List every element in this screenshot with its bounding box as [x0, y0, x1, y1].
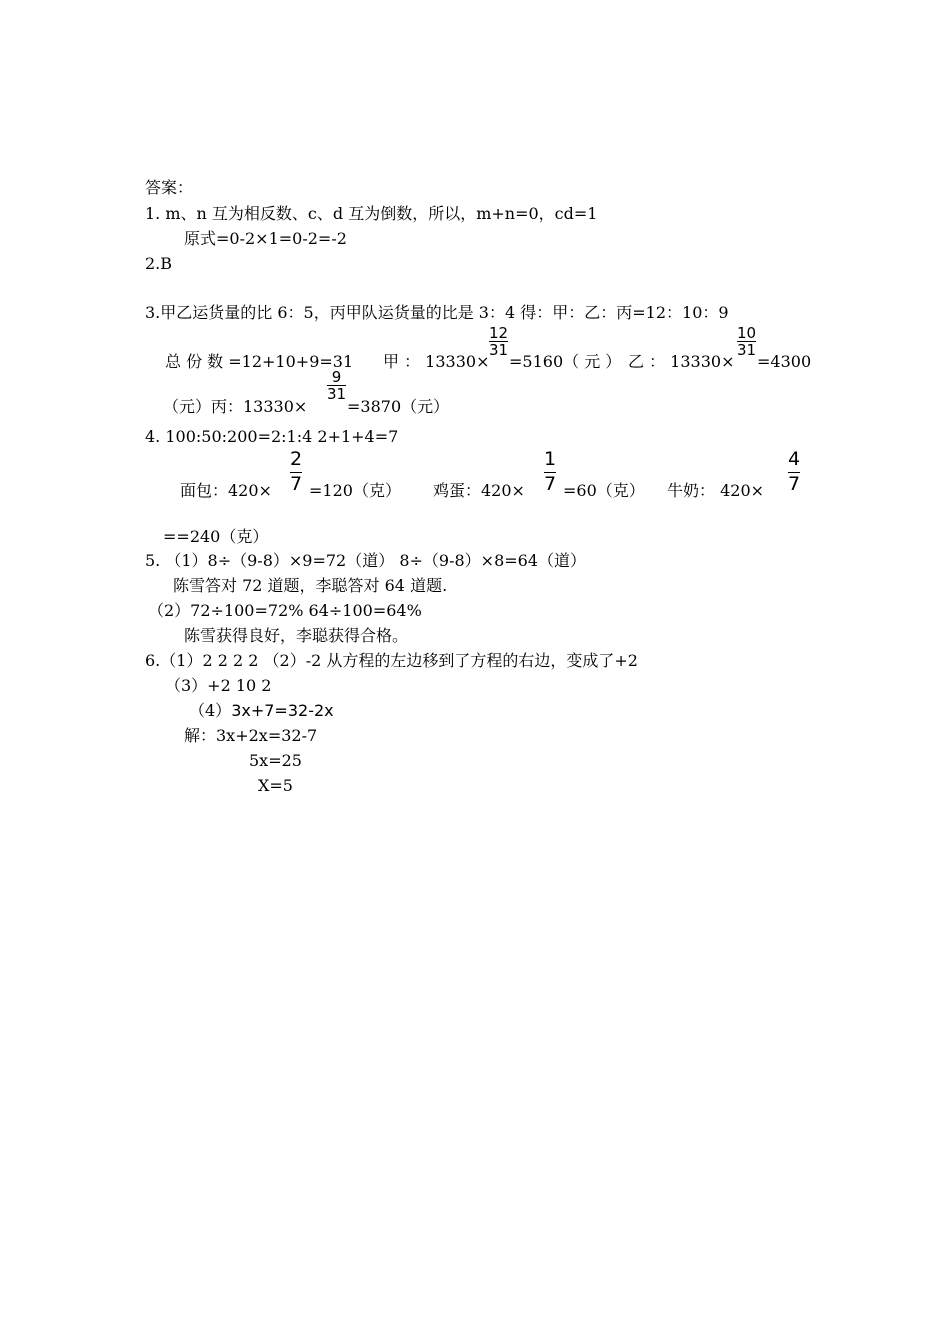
- fraction-denominator: 7: [788, 473, 801, 495]
- q3-line1: 3.甲乙运货量的比 6：5，丙甲队运货量的比是 3：4 得：甲：乙：丙=12：10：9: [145, 303, 729, 322]
- q6-equation: 3x+7=32-2x: [231, 701, 334, 720]
- q6-line6: X=5: [258, 776, 293, 795]
- q4-fraction-egg: [544, 448, 556, 495]
- q5-line1: 5. （1）8÷（9-8）×9=72（道） 8÷（9-8）×8=64（道）: [145, 551, 587, 570]
- q4-egg-result: =60（克）: [563, 481, 645, 500]
- fraction-numerator: 1: [544, 448, 557, 470]
- fraction-denominator: 31: [489, 341, 509, 359]
- q4-bread-result: =120（克）: [309, 481, 401, 500]
- q6-line1: 6.（1）2 2 2 2 （2）-2 从方程的左边移到了方程的右边，变成了+2: [145, 651, 638, 670]
- q4-milk-label: 牛奶： 420×: [667, 481, 765, 500]
- fraction-denominator: 7: [290, 473, 303, 495]
- fraction-numerator: 4: [788, 448, 801, 470]
- fraction-numerator: 12: [489, 324, 509, 342]
- q6-line4: 解：3x+2x=32-7: [184, 726, 318, 745]
- fraction-numerator: 10: [737, 324, 757, 342]
- fraction-numerator: 9: [331, 368, 342, 386]
- q1-line1: 1. m、n 互为相反数、c、d 互为倒数，所以，m+n=0，cd=1: [145, 204, 598, 223]
- q6-line3: [189, 701, 334, 721]
- fraction-denominator: 31: [737, 341, 757, 359]
- q3-yi-result: =4300: [757, 352, 812, 371]
- q3-jia-label: 甲 ： 13330×: [383, 352, 490, 371]
- q6-line3-prefix: （4）: [189, 701, 232, 720]
- q5-line4: 陈雪获得良好，李聪获得合格。: [184, 626, 409, 645]
- q3-line3b: =3870（元）: [347, 397, 450, 416]
- q6-line5: 5x=25: [249, 751, 302, 770]
- q5-line3: （2）72÷100=72% 64÷100=64%: [148, 601, 422, 620]
- q3-jia-result: =5160（ 元 ）: [509, 352, 622, 371]
- q4-egg-label: 鸡蛋：420×: [433, 481, 525, 500]
- answers-heading: 答案：: [145, 178, 194, 197]
- q3-line3a: （元）丙：13330×: [163, 397, 308, 416]
- q3-total: 总 份 数 =12+10+9=31: [165, 352, 354, 371]
- q4-bread-label: 面包：420×: [180, 481, 272, 500]
- fraction-denominator: 31: [327, 385, 347, 403]
- q1-line2: 原式=0-2×1=0-2=-2: [184, 229, 347, 248]
- fraction-numerator: 2: [290, 448, 303, 470]
- q4-fraction-milk: [788, 448, 800, 495]
- q6-line2: （3）+2 10 2: [165, 676, 272, 695]
- q4-line1: 4. 100:50:200=2:1:4 2+1+4=7: [145, 427, 399, 446]
- q3-fraction-bing: [327, 369, 346, 402]
- q3-yi-label: 乙 ： 13330×: [628, 352, 735, 371]
- q3-fraction-yi: [737, 325, 756, 358]
- q5-line2: 陈雪答对 72 道题，李聪答对 64 道题.: [173, 576, 448, 595]
- q2-line1: 2.B: [145, 254, 173, 273]
- q4-milk-result: ==240（克）: [163, 527, 269, 546]
- q4-fraction-bread: [290, 448, 302, 495]
- fraction-denominator: 7: [544, 473, 557, 495]
- q3-fraction-jia: [489, 325, 508, 358]
